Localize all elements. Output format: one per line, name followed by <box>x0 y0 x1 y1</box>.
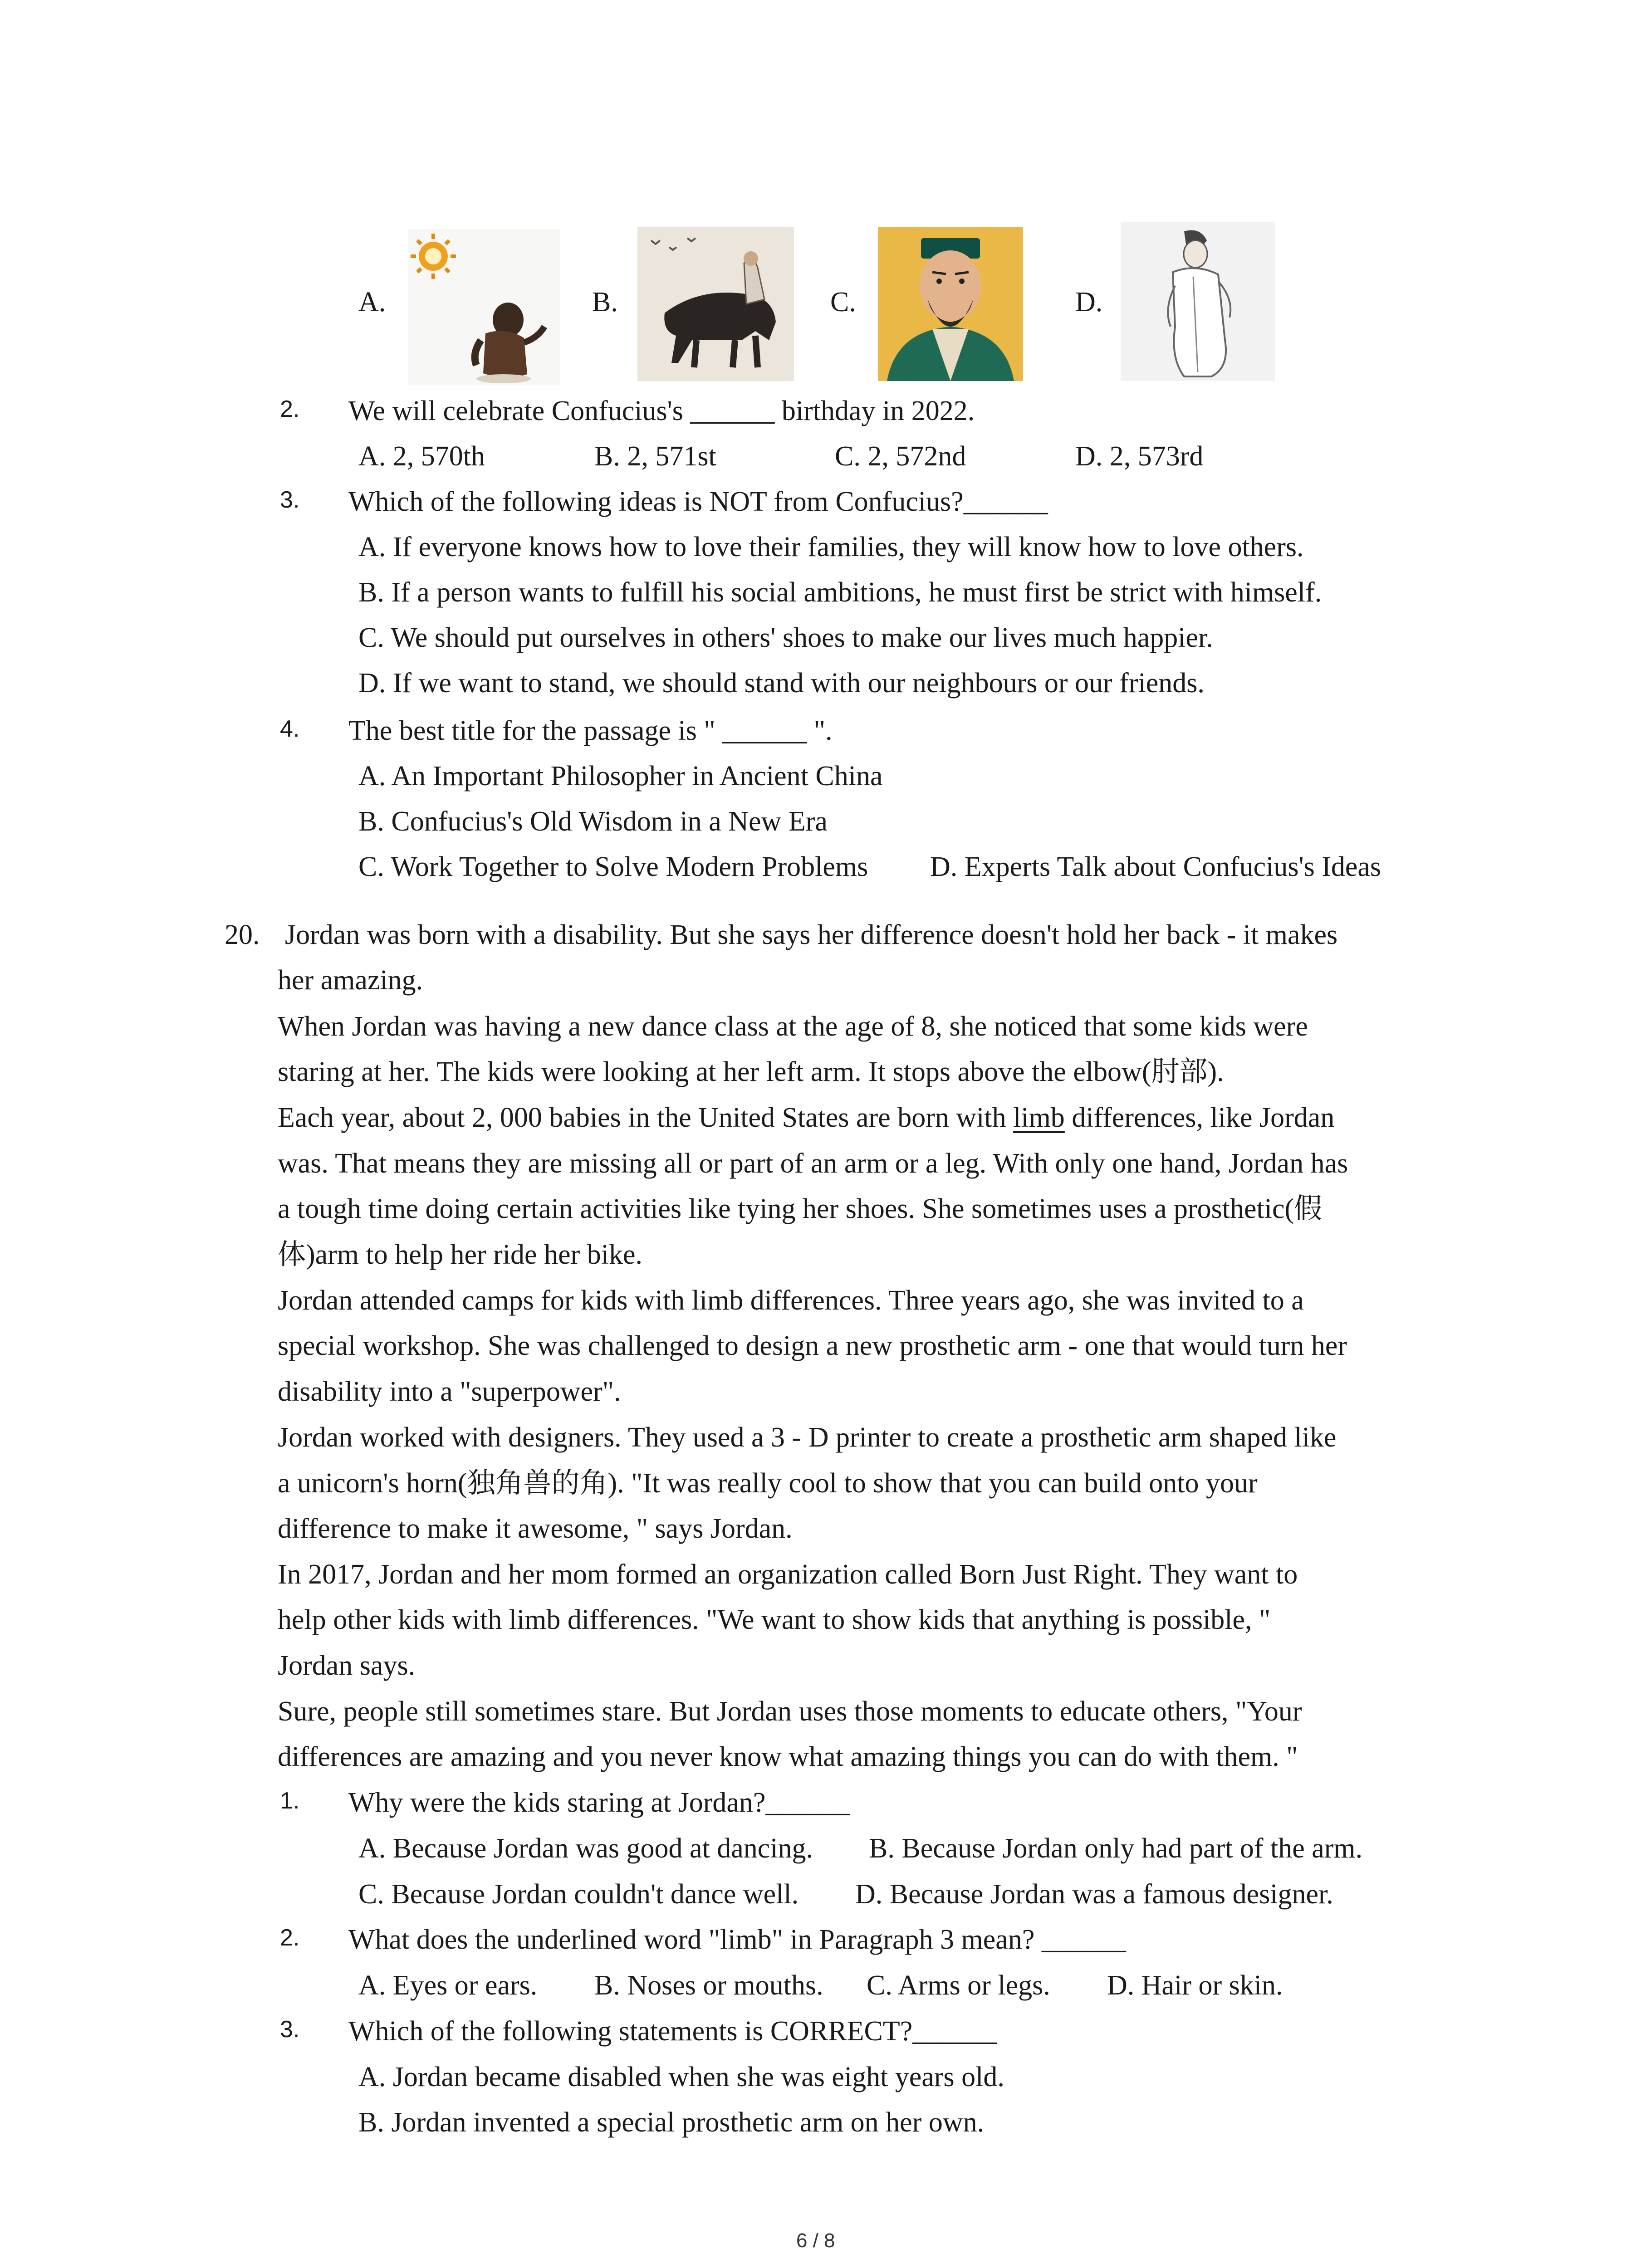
passage-line: Jordan says. <box>278 1650 416 1681</box>
passage-line: 体)arm to help her ride her bike. <box>278 1239 642 1270</box>
option-a: A. Eyes or ears. <box>358 1970 538 2001</box>
option-c: C. Arms or legs. <box>867 1970 1050 2001</box>
passage-line: her amazing. <box>278 965 423 996</box>
passage-line: Jordan was born with a disability. But she says her difference doesn't hold her back - it makes <box>285 919 1338 950</box>
option-d: D. 2, 573rd <box>1075 441 1204 472</box>
option-b: B. Noses or mouths. <box>594 1970 823 2001</box>
option-a: A. 2, 570th <box>358 441 485 472</box>
passage-number: 20. <box>225 919 260 950</box>
option-c: C. We should put ourselves in others' shoes to make our lives much happier. <box>358 622 1213 653</box>
option-b: B. 2, 571st <box>594 441 716 472</box>
passage-line: a tough time doing certain activities like tying her shoes. She sometimes uses a prosthetic(假 <box>278 1193 1323 1224</box>
option-b: B. Confucius's Old Wisdom in a New Era <box>358 806 828 837</box>
question-number: 3. <box>280 2016 300 2043</box>
option-b: B. Jordan invented a special prosthetic arm on her own. <box>358 2107 985 2138</box>
question-stem: What does the underlined word "limb" in Paragraph 3 mean? ______ <box>348 1924 1126 1955</box>
option-b: B. If a person wants to fulfill his social ambitions, he must first be strict with himself. <box>358 577 1322 608</box>
option-d-image <box>1121 222 1275 381</box>
option-c-label: C. <box>830 287 856 318</box>
underlined-word: limb <box>1013 1102 1065 1133</box>
passage-line: Sure, people still sometimes stare. But Jordan uses those moments to educate others, "Your <box>278 1696 1302 1727</box>
passage-line: staring at her. The kids were looking at her left arm. It stops above the elbow(肘部). <box>278 1056 1224 1087</box>
option-a-label: A. <box>358 287 386 318</box>
passage-line: difference to make it awesome, " says Jordan. <box>278 1513 793 1544</box>
question-number: 2. <box>280 396 300 422</box>
option-b-label: B. <box>592 287 618 318</box>
option-b: B. Because Jordan only had part of the arm. <box>869 1833 1363 1864</box>
page-number: 6 / 8 <box>796 2229 835 2252</box>
option-c-image <box>878 227 1023 381</box>
passage-line: In 2017, Jordan and her mom formed an organization called Born Just Right. They want to <box>278 1559 1298 1590</box>
question-number: 3. <box>280 487 300 513</box>
option-a: A. Because Jordan was good at dancing. <box>358 1833 813 1864</box>
option-a: A. Jordan became disabled when she was eight years old. <box>358 2062 1004 2092</box>
passage-text: Each year, about 2, 000 babies in the United States are born with <box>278 1102 1006 1133</box>
passage-line: help other kids with limb differences. "We want to show kids that anything is possible, " <box>278 1604 1271 1635</box>
question-number: 4. <box>280 716 300 742</box>
question-number: 1. <box>280 1788 300 1814</box>
option-c: C. Work Together to Solve Modern Problems <box>358 851 868 882</box>
option-a: A. If everyone knows how to love their families, they will know how to love others. <box>358 532 1304 562</box>
question-stem: We will celebrate Confucius's ______ birthday in 2022. <box>348 396 975 426</box>
option-d: D. Experts Talk about Confucius's Ideas <box>930 851 1381 882</box>
option-d-label: D. <box>1075 287 1103 318</box>
option-a-image <box>408 229 560 386</box>
passage-line: was. That means they are missing all or part of an arm or a leg. With only one hand, Jordan has <box>278 1148 1348 1179</box>
option-c: C. Because Jordan couldn't dance well. <box>358 1879 799 1910</box>
option-b-image <box>637 227 794 381</box>
question-stem: Why were the kids staring at Jordan?______ <box>348 1787 850 1818</box>
passage-line: differences are amazing and you never know what amazing things you can do with them. " <box>278 1741 1298 1772</box>
question-number: 2. <box>280 1925 300 1951</box>
passage-line <box>278 1104 1334 1132</box>
option-d: D. Hair or skin. <box>1107 1970 1283 2001</box>
passage-line: special workshop. She was challenged to design a new prosthetic arm - one that would turn her <box>278 1330 1347 1361</box>
passage-line: When Jordan was having a new dance class at the age of 8, she noticed that some kids were <box>278 1011 1308 1042</box>
passage-line: a unicorn's horn(独角兽的角). "It was really cool to show that you can build onto your <box>278 1468 1258 1499</box>
passage-line: Jordan attended camps for kids with limb differences. Three years ago, she was invited to a <box>278 1285 1304 1316</box>
passage-line: Jordan worked with designers. They used a 3 - D printer to create a prosthetic arm shaped like <box>278 1422 1337 1453</box>
option-d: D. If we want to stand, we should stand with our neighbours or our friends. <box>358 668 1205 699</box>
question-stem: The best title for the passage is " ______ ". <box>348 715 833 746</box>
option-d: D. Because Jordan was a famous designer. <box>855 1879 1333 1910</box>
option-c: C. 2, 572nd <box>835 441 966 472</box>
passage-line: disability into a "superpower". <box>278 1376 621 1407</box>
question-stem: Which of the following ideas is NOT from Confucius?______ <box>348 486 1048 517</box>
passage-text: differences, like Jordan <box>1064 1102 1335 1133</box>
question-stem: Which of the following statements is CORRECT?______ <box>348 2016 997 2047</box>
option-a: A. An Important Philosopher in Ancient China <box>358 761 883 792</box>
